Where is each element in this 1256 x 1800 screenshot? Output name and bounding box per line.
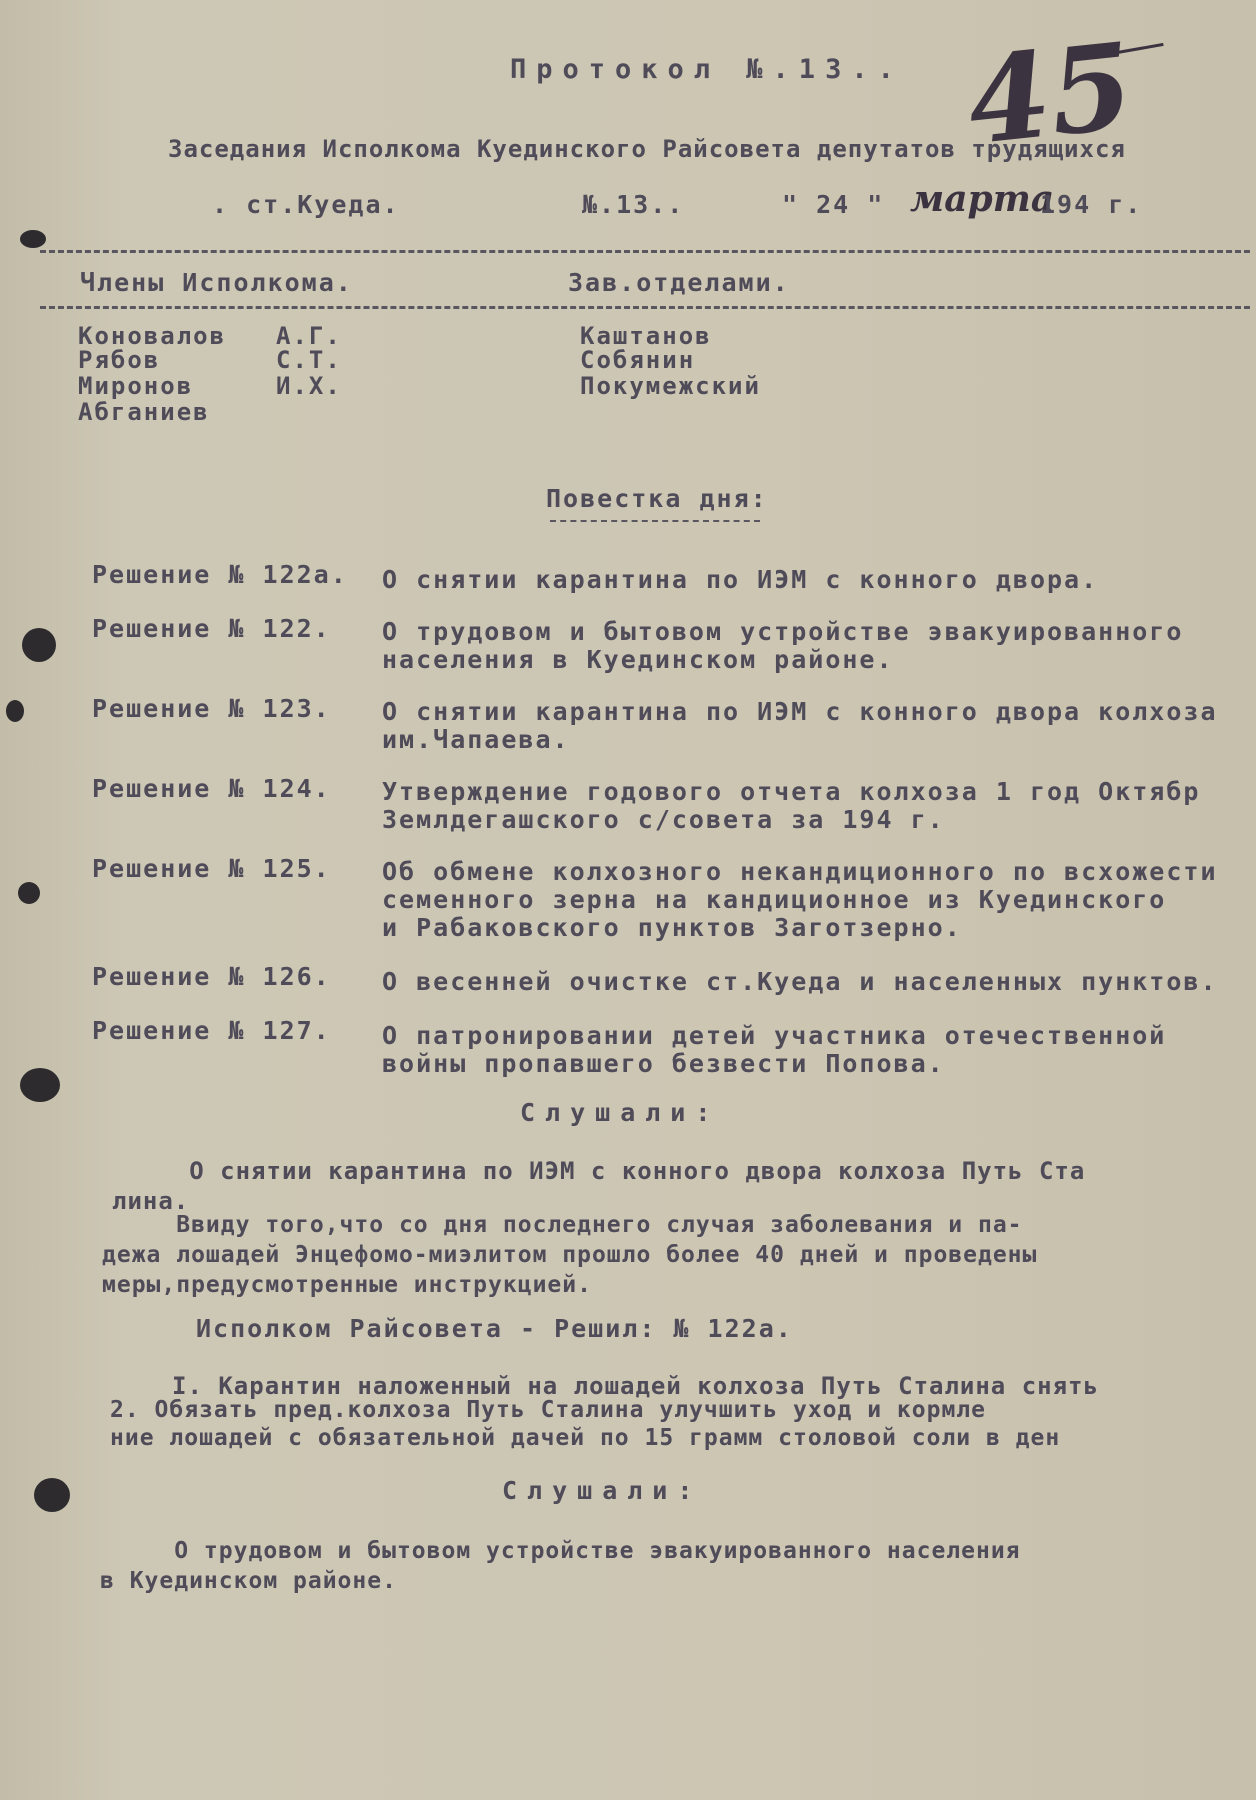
member-initials: И.Х. (276, 372, 342, 400)
punch-hole (22, 628, 56, 662)
agenda-item-text: О трудовом и бытовом устройстве эвакуированного населения в Куединском районе. (382, 617, 1184, 674)
considering-text: Ввиду того,что со дня последнего случая заболевания и па- дежа лошадей Энцефомо-миэлитом прошло более 40 дней и проведены меры,предусмотренные инструкцией. (102, 1212, 1038, 1298)
page-number: 45 (961, 15, 1140, 172)
heads-header: Зав.отделами. (568, 268, 790, 297)
heard-text: О снятии карантина по ИЭМ с конного двора колхоза Путь Ста лина. (112, 1157, 1086, 1215)
agenda-item-label: Решение № 122. (92, 614, 331, 643)
heard-heading: Слушали: (520, 1098, 721, 1127)
member-initials: А.Г. (276, 322, 342, 350)
decision-item: I. Карантин наложенный на лошадей колхоза Путь Сталина снять (172, 1372, 1099, 1400)
separator-line (40, 306, 1250, 309)
punch-hole (20, 1068, 60, 1102)
document-subtitle: Заседания Исполкома Куединского Райсовета депутатов трудящихся (168, 135, 1126, 163)
meeting-date-day: " 24 " (782, 190, 885, 219)
member-name: Миронов (78, 372, 194, 400)
agenda-title: Повестка дня: (546, 484, 768, 513)
punch-hole (6, 700, 24, 722)
agenda-item-label: Решение № 122а. (92, 560, 348, 589)
heard-heading: Слушали: (502, 1476, 703, 1505)
meeting-date-year: 194 г. (1040, 190, 1143, 219)
punch-hole (34, 1478, 70, 1512)
meeting-date-month: марта (910, 178, 1055, 220)
agenda-item-text: О снятии карантина по ИЭМ с конного двора. (382, 565, 1099, 594)
member-name: Абганиев (78, 398, 210, 426)
punch-hole (18, 882, 40, 904)
document-title: Протокол №.13.. (510, 54, 904, 85)
head-name: Каштанов (580, 322, 712, 350)
agenda-item-text: О снятии карантина по ИЭМ с конного двора колхоза им.Чапаева. (382, 697, 1218, 754)
separator-line (40, 250, 1250, 253)
agenda-item-text: Утверждение годового отчета колхоза 1 год Октябр Землдегашского с/совета за 194 г. (382, 777, 1201, 834)
head-name: Собянин (580, 346, 696, 374)
agenda-underline (550, 520, 760, 522)
head-name: Покумежский (580, 372, 761, 400)
members-header: Члены Исполкома. (80, 268, 353, 297)
member-initials: С.Т. (276, 346, 342, 374)
member-name: Рябов (78, 346, 161, 374)
agenda-item-label: Решение № 126. (92, 962, 331, 991)
agenda-item-label: Решение № 124. (92, 774, 331, 803)
heard-text: О трудовом и бытовом устройстве эвакуированного населения в Куединском районе. (100, 1538, 1021, 1594)
agenda-item-text: О весенней очистке ст.Куеда и населенных пунктов. (382, 967, 1218, 996)
decision-header: Исполком Райсовета - Решил: № 122а. (196, 1314, 793, 1343)
agenda-item-text: Об обмене колхозного некандиционного по всхожести семенного зерна на кандиционное из Куединского и Рабаковского пунктов Заготзерно. (382, 857, 1218, 942)
meeting-number: №.13.. (582, 190, 685, 219)
decision-item: 2. Обязать пред.колхоза Путь Сталина улучшить уход и кормле ние лошадей с обязательной дачей по 15 грамм столовой соли в ден (110, 1397, 1061, 1451)
meeting-place: . ст.Куеда. (212, 190, 400, 219)
agenda-item-label: Решение № 123. (92, 694, 331, 723)
punch-hole (20, 230, 46, 248)
agenda-item-text: О патронировании детей участника отечественной войны пропавшего безвести Попова. (382, 1021, 1167, 1078)
agenda-item-label: Решение № 127. (92, 1016, 331, 1045)
agenda-item-label: Решение № 125. (92, 854, 331, 883)
member-name: Коновалов (78, 322, 227, 350)
